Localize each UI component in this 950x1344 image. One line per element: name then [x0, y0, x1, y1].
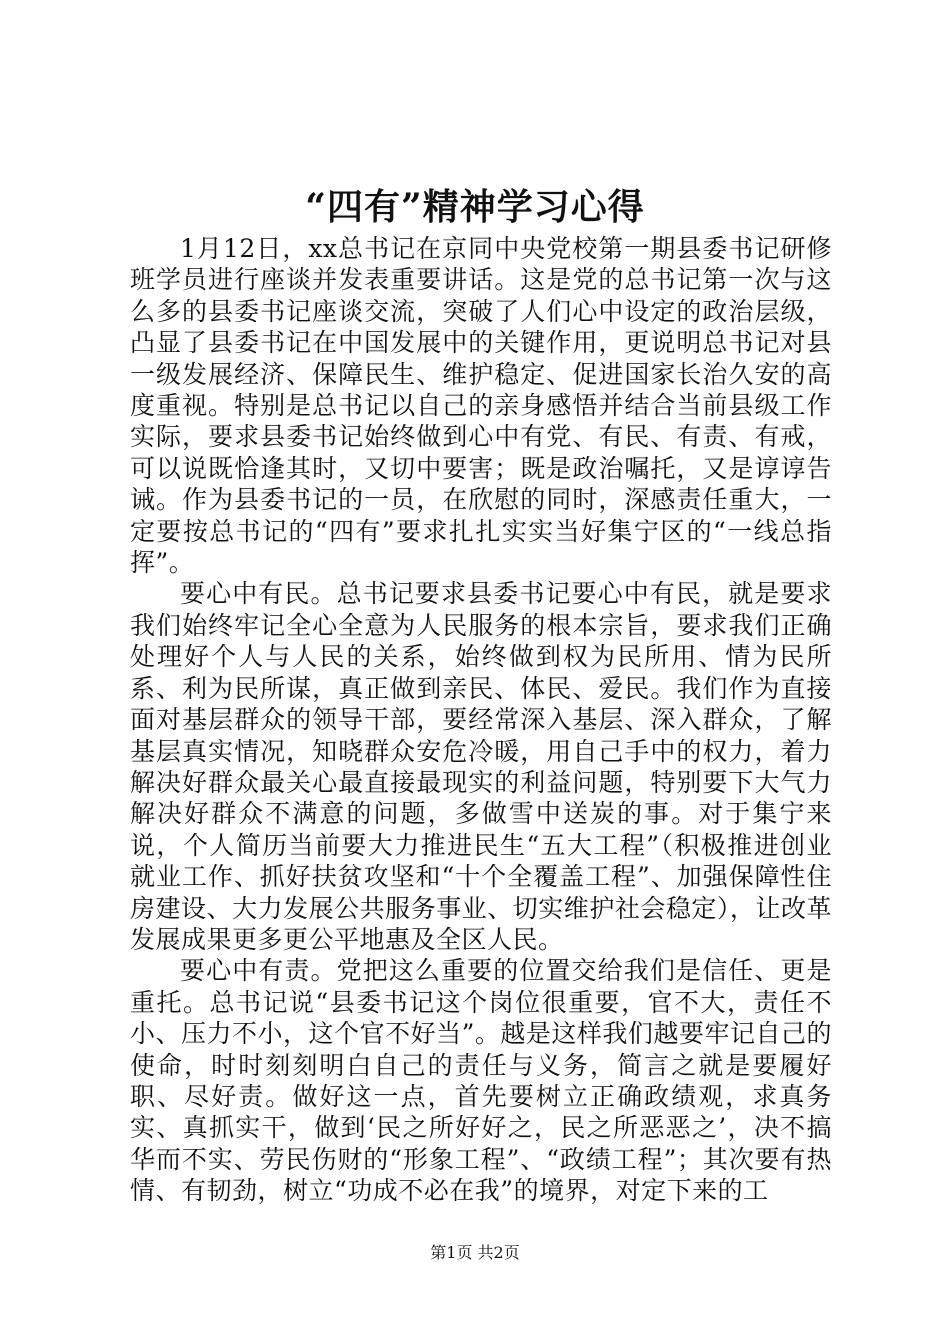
- paragraph: 1月12日，xx总书记在京同中央党校第一期县委书记研修班学员进行座谈并发表重要讲话。这是党的总书记第一次与这么多的县委书记座谈交流，突破了人们心中设定的政治层级，凸显了县委书记在中国发展中的关键作用，更说明总书记对县一级发展经济、保障民生、维护稳定、促进国家长治久安的高度重视。特别是总书记以自己的亲身感悟并结合当前县级工作实际，要求县委书记始终做到心中有党、有民、有责、有戒，可以说既恰逢其时，又切中要害；既是政治嘱托，又是谆谆告诫。作为县委书记的一员，在欣慰的同时，深感责任重大，一定要按总书记的“四有”要求扎扎实实当好集宁区的“一线总指挥”。: [130, 234, 832, 578]
- page-number-footer: 第1页 共2页: [430, 1243, 520, 1262]
- document-body: [130, 233, 832, 1207]
- paragraph: 要心中有责。党把这么重要的位置交给我们是信任、更是重托。总书记说“县委书记这个岗位很重要，官不大，责任不小、压力不小，这个官不好当”。越是这样我们越要牢记自己的使命，时时刻刻明白自己的责任与义务，简言之就是要履好职、尽好责。做好这一点，首先要树立正确政绩观，求真务实、真抓实干，做到‘民之所好好之，民之所恶恶之’，决不搞华而不实、劳民伤财的“形象工程”、“政绩工程”；其次要有热情、有韧劲，树立“功成不必在我”的境界，对定下来的工: [130, 956, 832, 1206]
- paragraph: 要心中有民。总书记要求县委书记要心中有民，就是要求我们始终牢记全心全意为人民服务的根本宗旨，要求我们正确处理好个人与人民的关系，始终做到权为民所用、情为民所系、利为民所谋，真正做到亲民、体民、爱民。我们作为直接面对基层群众的领导干部，要经常深入基层、深入群众，了解基层真实情况，知晓群众安危冷暖，用自己手中的权力，着力解决好群众最关心最直接最现实的利益问题，特别要下大气力解决好群众不满意的问题，多做雪中送炭的事。对于集宁来说，个人简历当前要大力推进民生“五大工程”（积极推进创业就业工作、抓好扶贫攻坚和“十个全覆盖工程”、加强保障性住房建设、大力发展公共服务事业、切实维护社会稳定），让改革发展成果更多更公平地惠及全区人民。: [130, 579, 832, 954]
- document-title: “四有”精神学习心得: [305, 186, 645, 228]
